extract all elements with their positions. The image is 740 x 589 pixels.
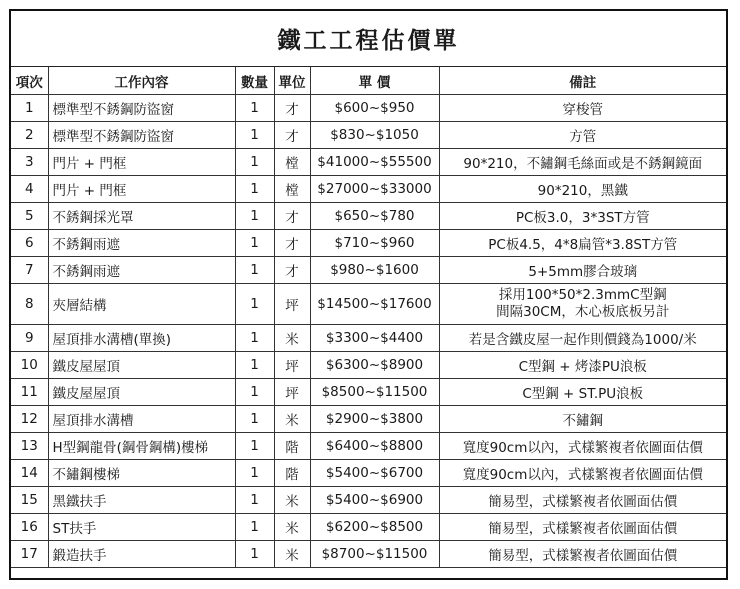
table-row: [11, 257, 726, 284]
row-price: $5400~$6700: [310, 460, 439, 487]
row-no: 12: [11, 406, 48, 433]
table-row: [11, 541, 726, 568]
estimate-sheet: [9, 9, 728, 580]
row-unit: 米: [274, 406, 310, 433]
row-qty: 1: [235, 541, 274, 568]
row-price: $5400~$6900: [310, 487, 439, 514]
row-unit: 坪: [274, 352, 310, 379]
table-row: [11, 122, 726, 149]
row-content: 不鏽鋼樓梯: [48, 460, 235, 487]
row-price: $980~$1600: [310, 257, 439, 284]
table-row: [11, 325, 726, 352]
row-no: 6: [11, 230, 48, 257]
row-note: C型鋼 + ST.PU浪板: [439, 379, 726, 406]
row-note: PC板4.5，4*8扁管*3.8ST方管: [439, 230, 726, 257]
row-qty: 1: [235, 122, 274, 149]
row-unit: 米: [274, 541, 310, 568]
estimate-table: [11, 67, 726, 568]
table-row: [11, 176, 726, 203]
row-no: 9: [11, 325, 48, 352]
row-content: 不銹鋼雨遮: [48, 257, 235, 284]
row-unit: 階: [274, 460, 310, 487]
row-price: $41000~$55500: [310, 149, 439, 176]
row-unit: 階: [274, 433, 310, 460]
row-qty: 1: [235, 460, 274, 487]
row-qty: 1: [235, 352, 274, 379]
row-content: 鐵皮屋屋頂: [48, 379, 235, 406]
header-content: 工作內容: [48, 67, 235, 95]
row-price: $6400~$8800: [310, 433, 439, 460]
row-note: 簡易型，式樣繁複者依圖面估價: [439, 514, 726, 541]
row-no: 15: [11, 487, 48, 514]
row-price: $8700~$11500: [310, 541, 439, 568]
table-row: [11, 379, 726, 406]
row-no: 16: [11, 514, 48, 541]
row-unit: 樘: [274, 176, 310, 203]
row-note: 90*210，黑鐵: [439, 176, 726, 203]
row-no: 13: [11, 433, 48, 460]
row-price: $600~$950: [310, 95, 439, 122]
row-note: 方管: [439, 122, 726, 149]
row-unit: 才: [274, 203, 310, 230]
sheet-title: 鐵工工程估價單: [11, 11, 726, 67]
table-row: [11, 149, 726, 176]
row-qty: 1: [235, 149, 274, 176]
row-note: 90*210，不鏽鋼毛絲面或是不銹鋼鏡面: [439, 149, 726, 176]
row-qty: 1: [235, 379, 274, 406]
row-note: 若是含鐵皮屋一起作則價錢為1000/米: [439, 325, 726, 352]
row-no: 3: [11, 149, 48, 176]
table-row: [11, 406, 726, 433]
header-row: [11, 67, 726, 95]
row-note: PC板3.0，3*3ST方管: [439, 203, 726, 230]
row-no: 4: [11, 176, 48, 203]
row-qty: 1: [235, 325, 274, 352]
row-content: H型鋼龍骨(鋼骨鋼構)樓梯: [48, 433, 235, 460]
row-unit: 才: [274, 122, 310, 149]
row-price: $8500~$11500: [310, 379, 439, 406]
table-row: [11, 352, 726, 379]
row-qty: 1: [235, 176, 274, 203]
row-content: 屋頂排水溝槽: [48, 406, 235, 433]
header-unit: 單位: [274, 67, 310, 95]
table-row: [11, 284, 726, 325]
header-no: 項次: [11, 67, 48, 95]
row-qty: 1: [235, 203, 274, 230]
row-price: $3300~$4400: [310, 325, 439, 352]
row-no: 5: [11, 203, 48, 230]
row-note: 穿梭管: [439, 95, 726, 122]
row-no: 8: [11, 284, 48, 325]
row-content: ST扶手: [48, 514, 235, 541]
row-price: $710~$960: [310, 230, 439, 257]
row-qty: 1: [235, 95, 274, 122]
row-content: 不銹鋼雨遮: [48, 230, 235, 257]
row-unit: 米: [274, 487, 310, 514]
row-content: 夾層結構: [48, 284, 235, 325]
header-price: 單 價: [310, 67, 439, 95]
row-no: 2: [11, 122, 48, 149]
row-qty: 1: [235, 487, 274, 514]
row-price: $2900~$3800: [310, 406, 439, 433]
header-qty: 數量: [235, 67, 274, 95]
row-qty: 1: [235, 257, 274, 284]
row-price: $6300~$8900: [310, 352, 439, 379]
row-price: $830~$1050: [310, 122, 439, 149]
row-content: 鍛造扶手: [48, 541, 235, 568]
table-row: [11, 95, 726, 122]
row-qty: 1: [235, 284, 274, 325]
row-qty: 1: [235, 433, 274, 460]
table-row: [11, 230, 726, 257]
table-row: [11, 433, 726, 460]
row-price: $650~$780: [310, 203, 439, 230]
row-note-line-1: 採用100*50*2.3mmC型鋼: [498, 287, 667, 303]
row-no: 1: [11, 95, 48, 122]
row-content: 標準型不銹鋼防盜窗: [48, 122, 235, 149]
row-note: [439, 284, 726, 325]
row-content: 門片 + 門框: [48, 149, 235, 176]
row-unit: 才: [274, 95, 310, 122]
table-row: [11, 460, 726, 487]
row-note: 簡易型，式樣繁複者依圖面估價: [439, 487, 726, 514]
row-note: 寬度90cm以內，式樣繁複者依圖面估價: [439, 433, 726, 460]
row-note: 5+5mm膠合玻璃: [439, 257, 726, 284]
row-note: 寬度90cm以內，式樣繁複者依圖面估價: [439, 460, 726, 487]
row-content: 門片 + 門框: [48, 176, 235, 203]
row-no: 7: [11, 257, 48, 284]
row-unit: 才: [274, 257, 310, 284]
row-note: 不鏽鋼: [439, 406, 726, 433]
row-content: 鐵皮屋屋頂: [48, 352, 235, 379]
row-qty: 1: [235, 514, 274, 541]
row-price: $6200~$8500: [310, 514, 439, 541]
row-unit: 坪: [274, 284, 310, 325]
row-qty: 1: [235, 406, 274, 433]
header-note: 備註: [439, 67, 726, 95]
row-content: 黑鐵扶手: [48, 487, 235, 514]
row-qty: 1: [235, 230, 274, 257]
table-row: [11, 203, 726, 230]
row-content: 標準型不銹鋼防盜窗: [48, 95, 235, 122]
table-row: [11, 487, 726, 514]
row-unit: 坪: [274, 379, 310, 406]
row-content: 不銹鋼採光罩: [48, 203, 235, 230]
row-no: 10: [11, 352, 48, 379]
row-price: $27000~$33000: [310, 176, 439, 203]
row-unit: 米: [274, 325, 310, 352]
row-unit: 米: [274, 514, 310, 541]
row-note: 簡易型，式樣繁複者依圖面估價: [439, 541, 726, 568]
row-price: $14500~$17600: [310, 284, 439, 325]
row-note-line-2: 間隔30CM，木心板底板另計: [496, 304, 670, 320]
row-content: 屋頂排水溝槽(單換): [48, 325, 235, 352]
row-unit: 才: [274, 230, 310, 257]
row-no: 11: [11, 379, 48, 406]
table-row: [11, 514, 726, 541]
row-no: 17: [11, 541, 48, 568]
row-no: 14: [11, 460, 48, 487]
row-note: C型鋼 + 烤漆PU浪板: [439, 352, 726, 379]
row-unit: 樘: [274, 149, 310, 176]
